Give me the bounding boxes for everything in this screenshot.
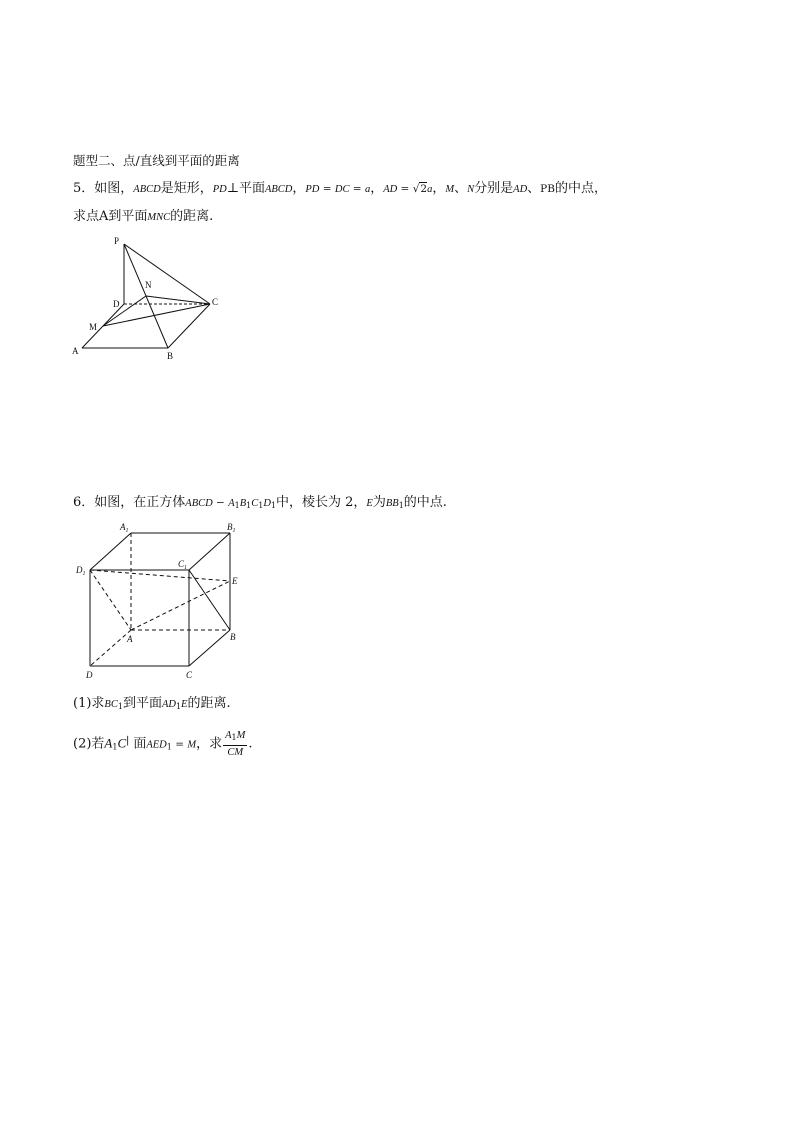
vertex-label-D: D xyxy=(86,670,93,680)
vertex-label-P: P xyxy=(114,236,120,246)
subscript: 1 xyxy=(398,501,404,510)
q5-text: 的中点， xyxy=(554,181,607,196)
question-6-part-1 xyxy=(73,695,231,716)
q5-text: 、 xyxy=(527,181,541,196)
vertex-label-M: M xyxy=(89,322,98,332)
edge-BC xyxy=(168,304,210,348)
q5-math: AD xyxy=(513,184,528,195)
p2-text: . xyxy=(248,736,253,752)
sqrt-radicand: 2 xyxy=(420,183,428,195)
sqrt-sign: √ xyxy=(412,183,420,195)
q6-math: E xyxy=(366,498,373,509)
q6-math: C xyxy=(251,498,259,509)
p2-text: 面 xyxy=(129,736,147,752)
edge-AD-hidden xyxy=(90,630,131,666)
p1-text: (1)求 xyxy=(73,696,105,711)
fraction-numerator: M xyxy=(236,730,246,741)
p2-math: AED xyxy=(146,739,167,751)
q5-math: a xyxy=(364,184,371,195)
q5-text: 分别是 xyxy=(474,181,514,196)
vertex-label-A: A xyxy=(72,346,79,356)
q5-math: ABCD xyxy=(264,184,293,195)
edge-B1C1 xyxy=(189,533,230,570)
subscript: 1 xyxy=(258,501,264,510)
p2-math: C xyxy=(117,735,127,751)
subscript: 1 xyxy=(234,501,240,510)
q5-math: AD xyxy=(383,184,398,195)
vertex-label-D1: $D_1$ xyxy=(76,565,86,577)
q5-math: PD xyxy=(212,184,227,195)
vertex-label-C1: $C_1$ xyxy=(178,559,188,571)
vertex-label-N: N xyxy=(145,280,152,290)
q6-text: 为 xyxy=(372,495,386,510)
subscript: 1 xyxy=(175,702,182,711)
question-6-line-1 xyxy=(73,494,447,515)
vertex-label-C: C xyxy=(212,297,219,307)
segment-D1E-hidden xyxy=(90,570,230,581)
vertex-label-D: D xyxy=(113,299,120,309)
p1-text: 到平面 xyxy=(122,696,162,711)
q5-text: 求点A到平面 xyxy=(73,209,148,224)
vertex-label-E: E xyxy=(232,576,238,586)
q5-text: 5．如图， xyxy=(73,181,134,196)
p2-text: (2)若 xyxy=(73,736,105,752)
q5-math: PD xyxy=(305,184,320,195)
fraction-denominator: CM xyxy=(227,747,244,758)
vertex-label-B1: $B_1$ xyxy=(227,522,236,534)
fraction-A1M-over-CM xyxy=(223,728,247,760)
figure-5-pyramid-diagram xyxy=(60,228,240,368)
subscript: 1 xyxy=(117,702,123,711)
p2-math: A xyxy=(104,735,113,751)
vertex-label-B: B xyxy=(167,351,174,361)
p1-math: AD xyxy=(161,699,176,710)
p1-math: BC xyxy=(104,699,118,710)
question-5-line-2 xyxy=(73,208,213,227)
q6-math: BB xyxy=(385,498,399,509)
segment-AE-hidden xyxy=(131,581,230,630)
vertex-label-A1: $A_1$ xyxy=(120,522,129,534)
subscript: 1 xyxy=(246,501,252,510)
q5-math: N xyxy=(467,184,475,195)
subscript: 1 xyxy=(231,733,237,742)
q6-math: − xyxy=(212,497,229,509)
p2-text: ，求 xyxy=(196,736,223,752)
edge-BC xyxy=(189,630,230,666)
section-heading: 题型二、点/直线到平面的距离 xyxy=(73,153,240,168)
vertex-label-A: A xyxy=(127,634,133,644)
q6-text: 中，棱长为 2， xyxy=(276,495,367,510)
question-6-part-2 xyxy=(73,728,253,760)
q5-text: ⊥平面 xyxy=(226,181,265,196)
q6-text: 的中点. xyxy=(403,495,447,510)
q5-math: MNC xyxy=(147,212,171,223)
q5-math: PB xyxy=(540,183,555,195)
q5-math: = xyxy=(349,183,365,195)
q5-text: 的距离. xyxy=(170,209,214,224)
p2-math: = xyxy=(171,738,188,751)
q6-math: B xyxy=(239,498,247,509)
q5-text: 、 xyxy=(454,181,468,196)
q5-text: 是矩形， xyxy=(160,181,213,196)
q5-math: ABCD xyxy=(133,184,161,195)
question-5-line-1 xyxy=(73,180,607,199)
segment-D1A-hidden xyxy=(90,570,131,630)
subscript: 1 xyxy=(112,742,118,752)
figure-6-cube-diagram xyxy=(70,518,250,684)
q5-math: = xyxy=(319,183,335,195)
p1-math: E xyxy=(181,699,188,710)
vertex-label-C: C xyxy=(186,670,193,680)
q5-math: a xyxy=(427,184,433,195)
q5-math: DC xyxy=(334,184,350,195)
q5-math: = xyxy=(397,183,413,195)
q6-text: 6．如图，在正方体 xyxy=(73,495,186,510)
p2-math: ∣ xyxy=(126,735,130,748)
p2-math: M xyxy=(187,739,197,751)
edge-D1A1 xyxy=(90,533,131,570)
q5-text: ， xyxy=(432,181,446,196)
q5-math: M xyxy=(445,184,455,195)
subscript: 1 xyxy=(270,501,277,510)
fraction-numerator: A xyxy=(225,730,232,741)
subscript: 1 xyxy=(166,742,172,752)
q5-text: ， xyxy=(370,181,384,196)
q6-math: A xyxy=(228,498,235,509)
q5-text: ， xyxy=(292,181,306,196)
vertex-label-B: B xyxy=(230,632,236,642)
q6-math: D xyxy=(263,498,271,509)
p1-text: 的距离. xyxy=(187,696,231,711)
q6-math: ABCD xyxy=(185,498,213,509)
